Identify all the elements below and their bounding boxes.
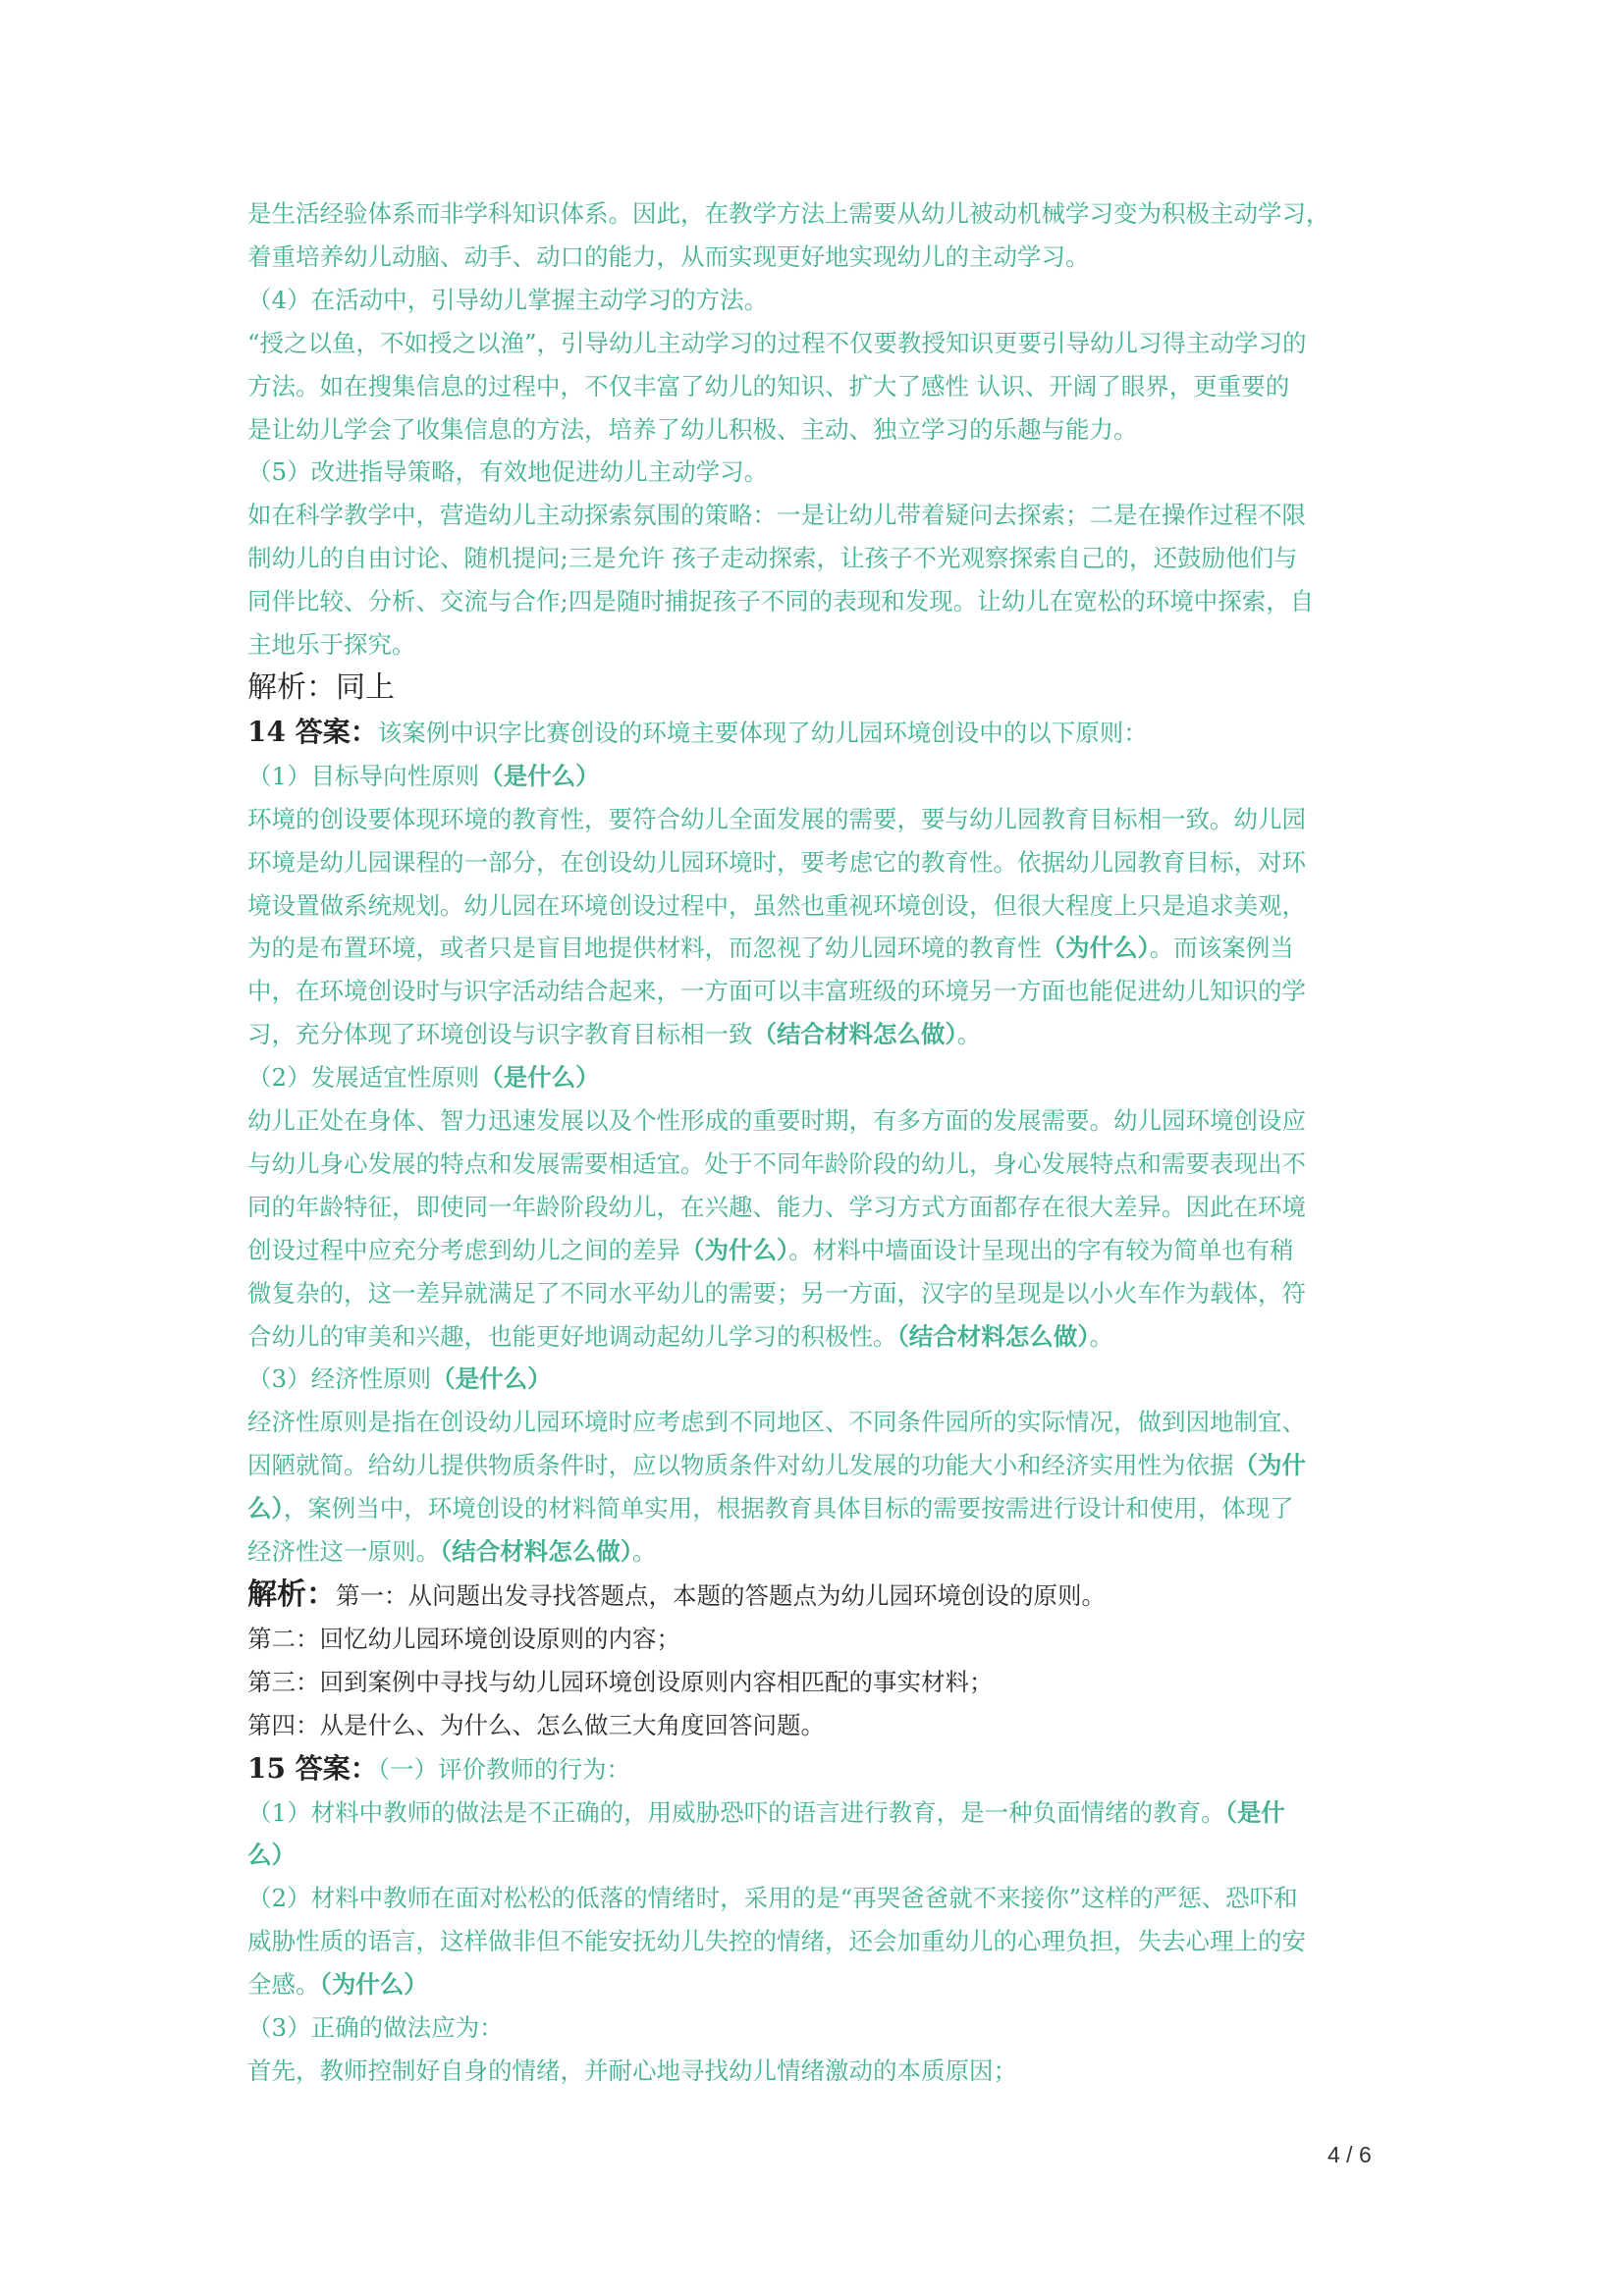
answer-14-p2-line-4: 创设过程中应充分考虑到幼儿之间的差异（为什么）。材料中墙面设计呈现出的字有较为简单也有稍 bbox=[247, 1235, 1294, 1264]
analysis-14-step-1: 解析：第一：从问题出发寻找答题点，本题的答题点为幼儿园环境创设的原则。 bbox=[247, 1577, 1106, 1612]
answer-14-p3-line-3: 么），案例当中，环境创设的材料简单实用，根据教育具体目标的需要按需进行设计和使用，体现了 bbox=[247, 1494, 1294, 1523]
answer-14-p3-line-4: 经济性这一原则。（结合材料怎么做）。 bbox=[247, 1537, 657, 1567]
what-tag: （是什么） bbox=[431, 1364, 552, 1394]
answer-14-p2-line-1: 幼儿正处在身体、智力迅速发展以及个性形成的重要时期，有多方面的发展需要。幼儿园环境创设应 bbox=[247, 1106, 1306, 1136]
answer-15-p3-heading: （3）正确的做法应为： bbox=[247, 2013, 504, 2043]
answer-15-p2-line-2: 威胁性质的语言，这样做非但不能安抚幼儿失控的情绪，还会加重幼儿的心理负担，失去心理上的安 bbox=[247, 1927, 1306, 1956]
answer-14-p2-line-2: 与幼儿身心发展的特点和发展需要相适宜。处于不同年龄阶段的幼儿，身心发展特点和需要表现出不 bbox=[247, 1148, 1306, 1178]
answer-14-intro: 该案例中识字比赛创设的环境主要体现了幼儿园环境创设中的以下原则： bbox=[377, 718, 1148, 747]
answer-14-label: 14 答案： bbox=[247, 715, 378, 748]
answer-14-heading bbox=[247, 711, 1386, 755]
what-tag: （是什么） bbox=[479, 761, 600, 790]
answer-14-p2-line-6: 合幼儿的审美和兴趣，也能更好地调动起幼儿学习的积极性。（结合材料怎么做）。 bbox=[247, 1321, 1113, 1351]
answer-14-p3-line-1: 经济性原则是指在创设幼儿园环境时应考虑到不同地区、不同条件园所的实际情况，做到因地制宜、 bbox=[247, 1408, 1306, 1437]
intro-line-1: 是生活经验体系而非学科知识体系。因此，在教学方法上需要从幼儿被动机械学习变为积极主动学习， bbox=[247, 199, 1330, 228]
answer-14-p3-heading: （3）经济性原则（是什么） bbox=[247, 1364, 552, 1394]
section5-line-2: 制幼儿的自由讨论、随机提问;三是允许 孩子走动探索，让孩子不光观察探索自己的，还鼓励他们与 bbox=[247, 544, 1298, 573]
how-tag: （结合材料怎么做） bbox=[440, 1537, 632, 1567]
section4-line-1: “授之以鱼，不如授之以渔”，引导幼儿主动学习的过程不仅要教授知识更要引导幼儿习得主动学习的 bbox=[247, 328, 1307, 357]
section5-line-3: 同伴比较、分析、交流与合作;四是随时捕捉孩子不同的表现和发现。让幼儿在宽松的环境中探索，自 bbox=[247, 587, 1315, 616]
answer-14-p1-line-5: 中，在环境创设时与识字活动结合起来，一方面可以丰富班级的环境另一方面也能促进幼儿知识的学 bbox=[247, 977, 1306, 1006]
answer-15-p1-line-2: 么） bbox=[247, 1841, 296, 1870]
answer-14-p2-heading: （2）发展适宜性原则（是什么） bbox=[247, 1063, 600, 1093]
section5-line-4: 主地乐于探究。 bbox=[247, 630, 416, 660]
why-tag: （为什么） bbox=[680, 1235, 789, 1264]
answer-14-p1-line-6: 习，充分体现了环境创设与识字教育目标相一致（结合材料怎么做）。 bbox=[247, 1020, 982, 1049]
intro-line-2: 着重培养幼儿动脑、动手、动口的能力，从而实现更好地实现幼儿的主动学习。 bbox=[247, 241, 1090, 271]
analysis-14-label: 解析： bbox=[247, 1577, 336, 1612]
answer-14-p1-line-4: 为的是布置环境，或者只是盲目地提供材料，而忽视了幼儿园环境的教育性（为什么）。而该案例当 bbox=[247, 934, 1294, 963]
answer-15-p2-line-3: 全感。（为什么） bbox=[247, 1970, 428, 2000]
section4-line-3: 是让幼儿学会了收集信息的方法，培养了幼儿积极、主动、独立学习的乐趣与能力。 bbox=[247, 414, 1138, 444]
answer-15-intro: （一）评价教师的行为： bbox=[377, 1754, 630, 1784]
answer-15-p1-line-1: （1）材料中教师的做法是不正确的，用威胁恐吓的语言进行教育，是一种负面情绪的教育。（是什 bbox=[247, 1797, 1285, 1827]
answer-14-p2-line-3: 同的年龄特征，即使同一年龄阶段幼儿，在兴趣、能力、学习方式方面都存在很大差异。因此在环境 bbox=[247, 1192, 1306, 1221]
analysis-13-text: 同上 bbox=[336, 669, 395, 705]
why-tag: （为什么） bbox=[319, 1970, 428, 2000]
section5-line-1: 如在科学教学中，营造幼儿主动探索氛围的策略：一是让幼儿带着疑问去探索；二是在操作过程不限 bbox=[247, 501, 1306, 530]
answer-14-p3-line-2: 因陋就简。给幼儿提供物质条件时，应以物质条件对幼儿发展的功能大小和经济实用性为依据（为什 bbox=[247, 1451, 1306, 1480]
what-tag: （是什么） bbox=[479, 1063, 600, 1093]
answer-14-p1-heading: （1）目标导向性原则（是什么） bbox=[247, 761, 600, 790]
answer-15-p3-line-1: 首先，教师控制好自身的情绪，并耐心地寻找幼儿情绪激动的本质原因； bbox=[247, 2056, 1017, 2085]
section4-line-2: 方法。如在搜集信息的过程中，不仅丰富了幼儿的知识、扩大了感性 认识、开阔了眼界，更重要的 bbox=[247, 371, 1290, 400]
answer-15-label: 15 答案： bbox=[247, 1751, 378, 1785]
page-number: 4 / 6 bbox=[1327, 2142, 1372, 2167]
analysis-13 bbox=[247, 667, 1386, 711]
analysis-14-step-3: 第三：回到案例中寻找与幼儿园环境创设原则内容相匹配的事实材料； bbox=[247, 1667, 994, 1696]
analysis-14-step-2: 第二：回忆幼儿园环境创设原则的内容； bbox=[247, 1624, 680, 1653]
answer-14-p1-line-1: 环境的创设要体现环境的教育性，要符合幼儿全面发展的需要，要与幼儿园教育目标相一致。幼儿园 bbox=[247, 804, 1306, 833]
answer-14-p1-line-2: 环境是幼儿园课程的一部分，在创设幼儿园环境时，要考虑它的教育性。依据幼儿园教育目标，对环 bbox=[247, 847, 1306, 877]
answer-14-p2-line-5: 微复杂的，这一差异就满足了不同水平幼儿的需要；另一方面，汉字的呈现是以小火车作为载体，符 bbox=[247, 1278, 1306, 1308]
analysis-13-label: 解析： bbox=[247, 669, 336, 705]
how-tag: （结合材料怎么做） bbox=[896, 1321, 1090, 1351]
how-tag: （结合材料怎么做） bbox=[752, 1020, 957, 1049]
section4-heading: （4）在活动中，引导幼儿掌握主动学习的方法。 bbox=[247, 285, 769, 314]
answer-15-p2-line-1: （2）材料中教师在面对松松的低落的情绪时，采用的是“再哭爸爸就不来接你”这样的严惩、恐吓和 bbox=[247, 1884, 1298, 1913]
why-tag: （为什么） bbox=[1041, 934, 1150, 963]
section5-heading: （5）改进指导策略，有效地促进幼儿主动学习。 bbox=[247, 457, 769, 487]
answer-15-heading bbox=[247, 1747, 1386, 1791]
document-page bbox=[247, 192, 1386, 2093]
analysis-14-step-4: 第四：从是什么、为什么、怎么做三大角度回答问题。 bbox=[247, 1710, 825, 1739]
answer-14-p1-line-3: 境设置做系统规划。幼儿园在环境创设过程中，虽然也重视环境创设，但很大程度上只是追求美观， bbox=[247, 890, 1306, 920]
